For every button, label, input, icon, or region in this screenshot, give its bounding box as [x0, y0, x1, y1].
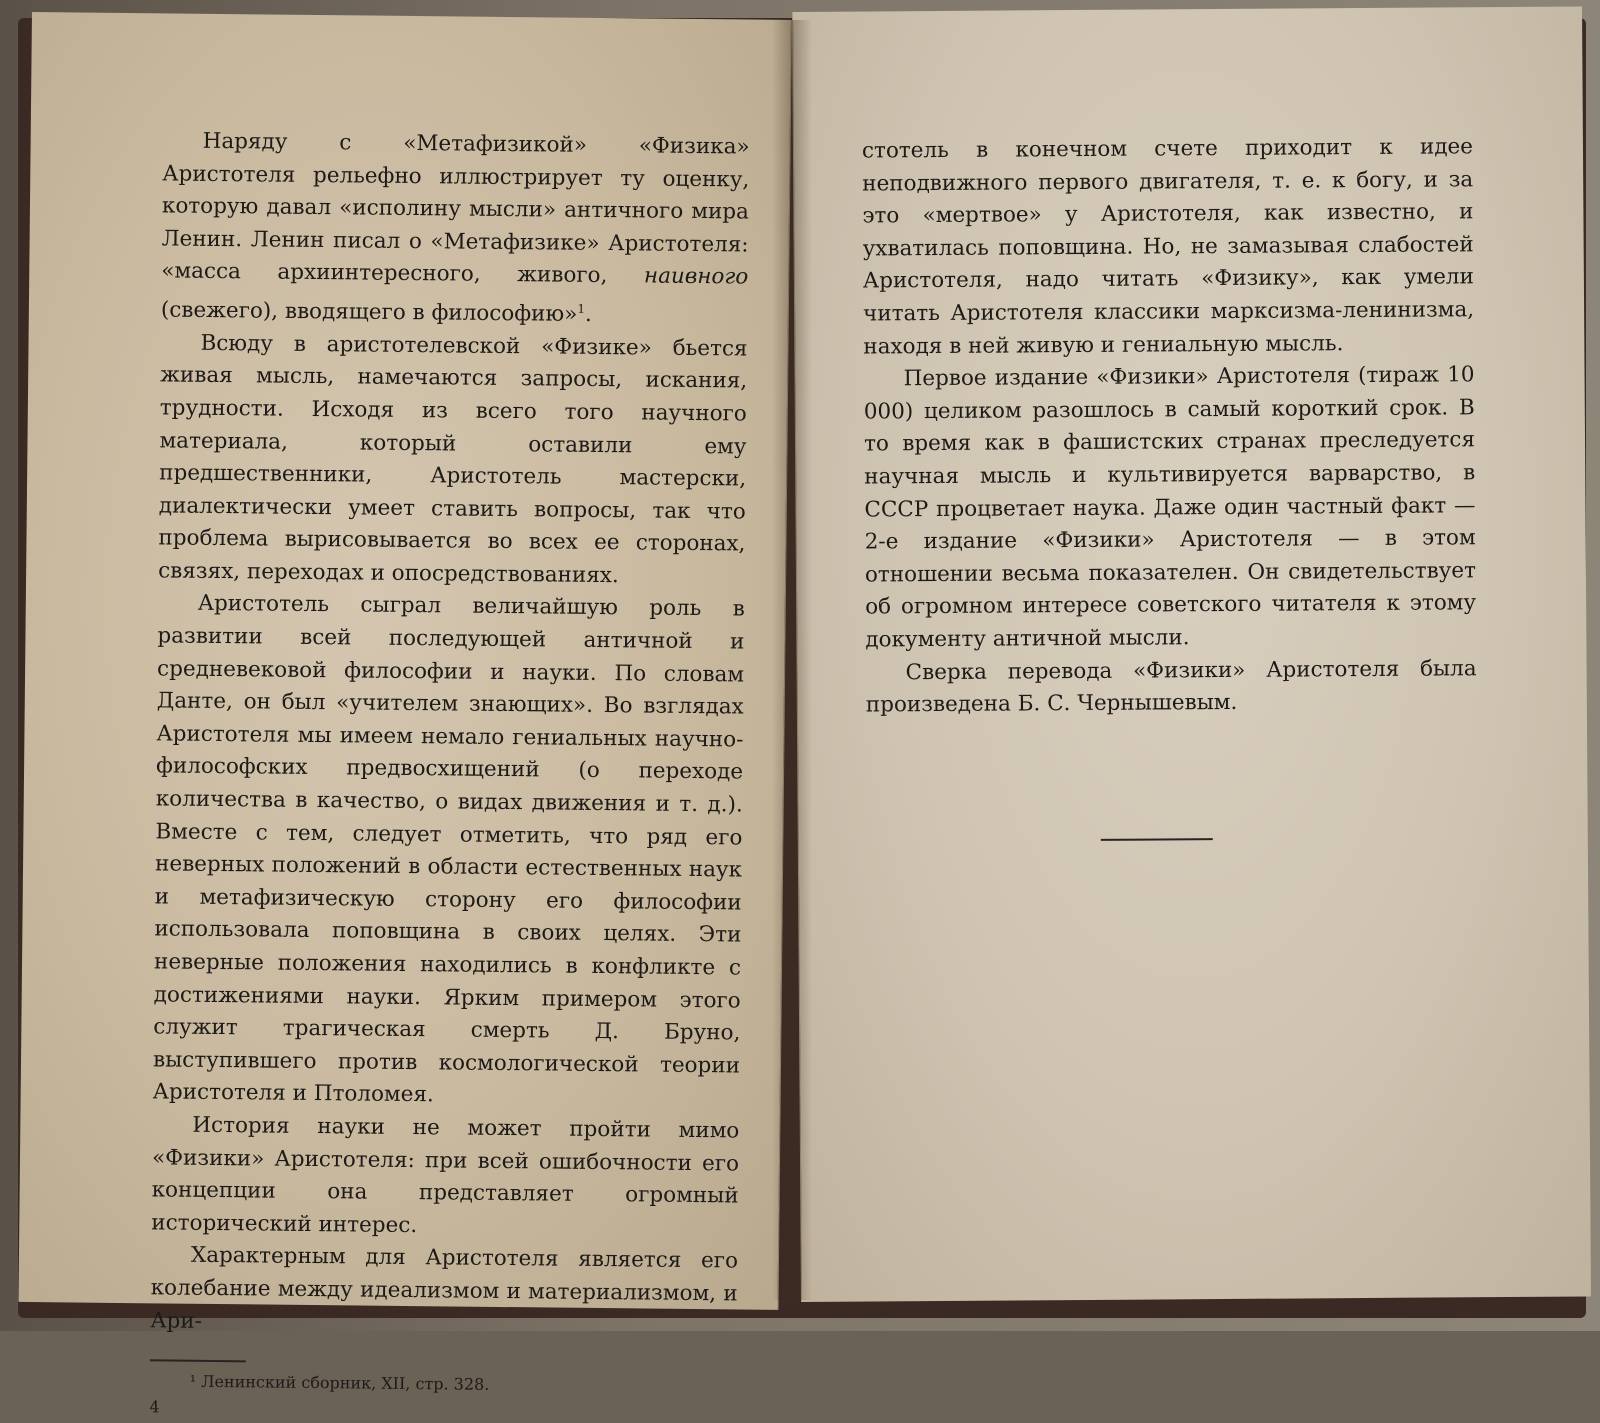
paragraph-4: История науки не может пройти мимо «Физики» Аристотеля: при всей ошибочности его концепции она представляет огромный исторический интерес.: [151, 1112, 740, 1238]
footnote: ¹ Ленинский сборник, XII, стр. 328.: [189, 1371, 490, 1394]
paragraph-continued: стотель в конечном счете приходит к идее неподвижного первого двигателя, т. е. к богу, и за это «мертвое» у Аристотеля, как известно, и ухватилась поповщина. Но, не замазывая слабостей Аристотеля, надо читать «Физику», как умели читать Аристотеля классики марксизма-ленинизма, находя в ней живую и гениальную мысль.: [861, 134, 1475, 360]
book-gutter: [772, 20, 812, 1300]
paragraph-verification: Сверка перевода «Физики» Аристотеля была произведена Б. С. Чернышевым.: [865, 655, 1477, 718]
paragraph-5: Характерным для Аристотеля является его колебание между идеализмом и материализмом, и Ари-: [150, 1243, 739, 1334]
paragraph-2: Всюду в аристотелевской «Физике» бьется живая мысль, намечаются запросы, искания, трудности. Исходя из всего того научного материала, который оставили ему предшественники, Аристотель мастерски, диалектически умеет ставить вопросы, так что проблема вырисовывается во всех ее сторонах, связях, переходах и опосредствованиях.: [158, 330, 748, 589]
italic-word: наивного: [643, 263, 749, 290]
page-number: 4: [149, 1397, 160, 1417]
paragraph-1: Наряду с «Метафизикой» «Физика» Аристотеля рельефно иллюстрирует ту оценку, которую давал «исполину мысли» античного мира Ленин. Ленин писал о «Метафизике» Аристотеля: «масса архиинтересного, живого, наивного (свежего), вводящего в философию»$^1$.: [160, 128, 750, 328]
paragraph-edition: Первое издание «Физики» Аристотеля (тираж 10 000) целиком разошлось в самый короткий срок. В то время как в фашистских странах преследуется научная мысль и культивируется варварство, в СССР процветает наука. Даже один частный факт — 2-е издание «Физики» Аристотеля — в этом отношении весьма показателен. Он свидетельствует об огромном интересе советского читателя к этому документу античной мысли.: [863, 362, 1477, 653]
footnote-rule: [150, 1359, 246, 1362]
end-rule: [1101, 838, 1213, 841]
right-page: [792, 6, 1591, 1301]
footnote-mark: 1: [577, 301, 586, 316]
left-page: [18, 12, 791, 1417]
paragraph-3: Аристотель сыграл величайшую роль в развитии всей последующей античной и средневековой философии и науки. По словам Данте, он был «учителем знающих». Во взглядах Аристотеля мы имеем немало гениальных научно-философских предвосхищений (о переходе количества в качество, о видах движения и т. д.). Вместе с тем, следует отметить, что ряд его неверных положений в области естественных наук и метафизическую сторону его философии использовала поповщина в своих целях. Эти неверные положения находились в конфликте с достижениями науки. Ярким примером этого служит трагическая смерть Д. Бруно, выступившего против космологической теории Аристотеля и Птоломея.: [152, 591, 745, 1108]
